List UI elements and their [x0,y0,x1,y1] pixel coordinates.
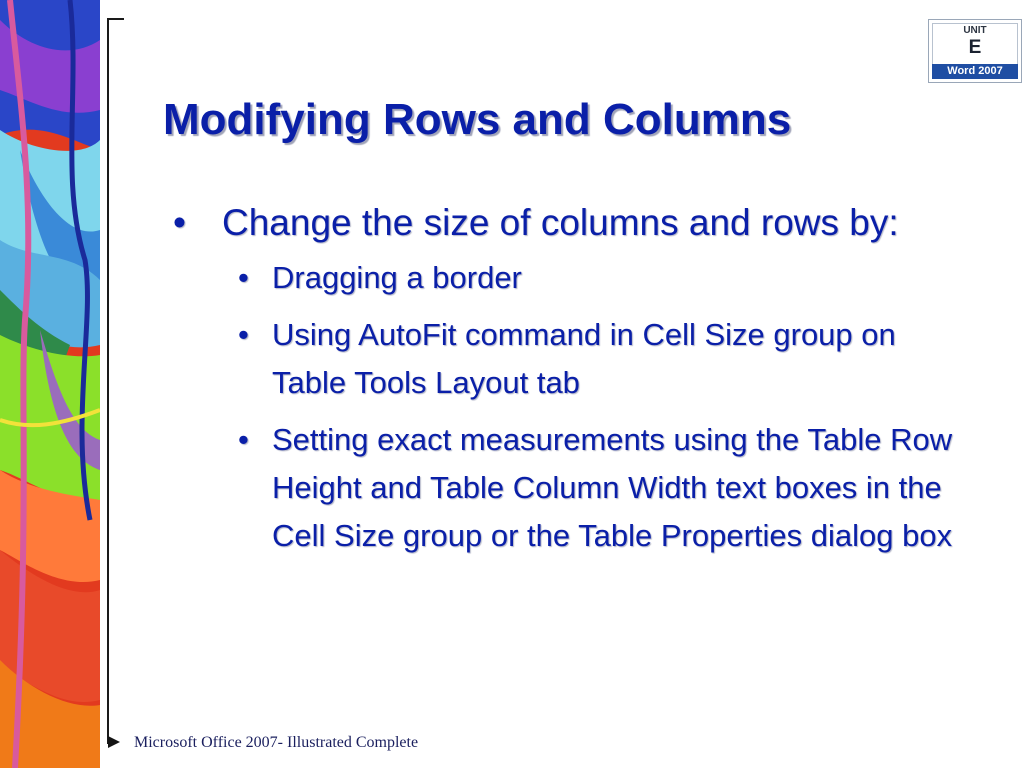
footer-arrow-icon [108,736,120,748]
bullet-dot: • [173,202,186,243]
bracket-vertical-line [107,18,109,744]
badge-unit-label: UNIT [963,25,987,36]
bullet-main [170,198,942,248]
bracket-top-line [107,18,124,20]
paint-art-image [0,0,100,768]
badge-top-panel [932,23,1018,66]
badge-unit-letter: E [968,37,982,58]
slide-footer [108,734,418,752]
slide-title: Modifying Rows and Columns [163,95,792,144]
sub-bullet-text: Dragging a border [272,260,522,295]
sub-bullet-text: Setting exact measurements using the Table Row Height and Table Column Width text boxes in the Cell Size group or the Table Properties dialog box [272,422,953,553]
badge-product-label: Word 2007 [932,64,1018,79]
sub-bullet-dragging [170,254,972,302]
sub-bullet-exact-measurements [170,416,972,560]
unit-badge [928,19,1022,83]
sub-bullet-dot: • [238,260,249,295]
footer-text: Microsoft Office 2007- Illustrated Complete [134,734,419,751]
sub-bullet-text: Using AutoFit command in Cell Size group on Table Tools Layout tab [272,317,896,400]
sub-bullet-dot: • [238,317,249,352]
decorative-paint-art [0,0,100,768]
bullet-main-text: Change the size of columns and rows by: [222,202,899,243]
sub-bullet-dot: • [238,422,249,457]
sub-bullet-autofit [170,311,972,407]
slide-body [170,198,970,569]
